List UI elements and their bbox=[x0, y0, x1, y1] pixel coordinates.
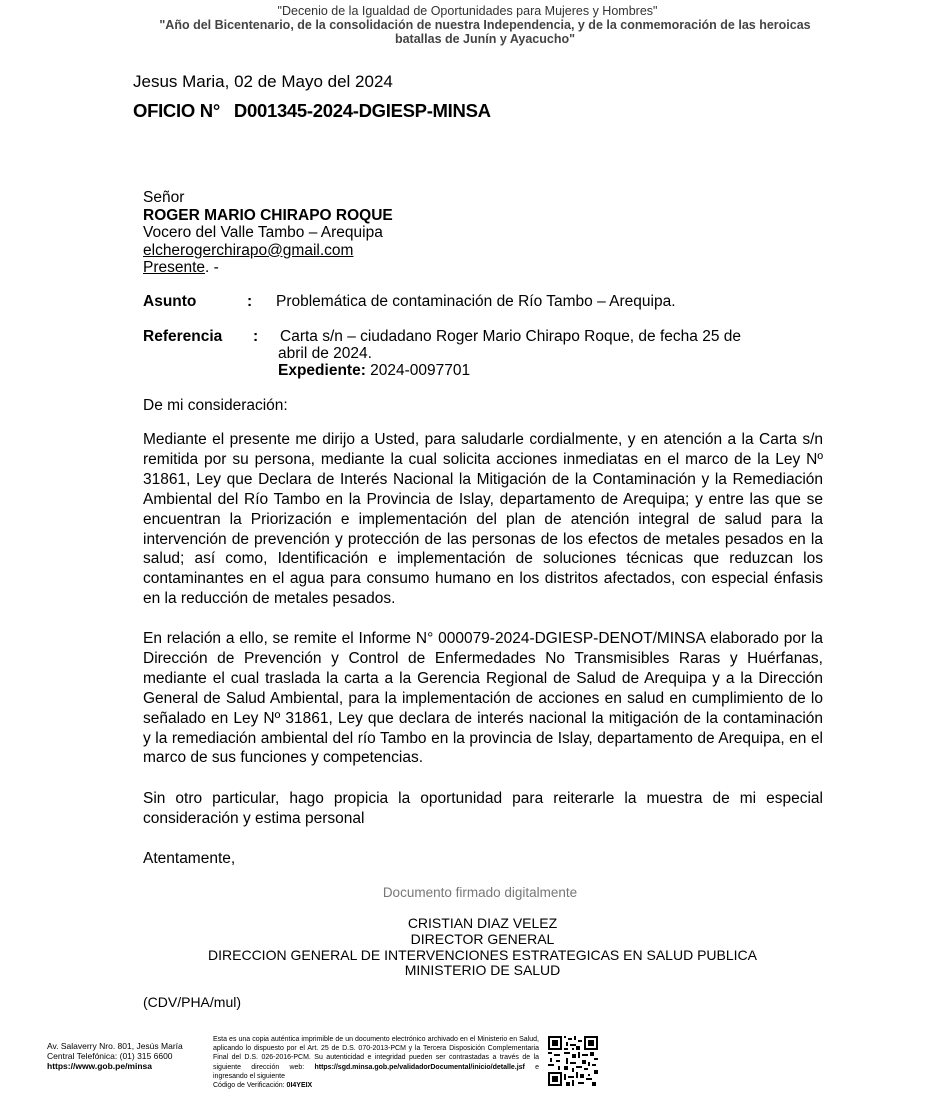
referencia-colon: : bbox=[253, 328, 259, 345]
verification-block bbox=[213, 1035, 539, 1090]
referencia-line2: abril de 2024. bbox=[278, 345, 372, 362]
saludo: De mi consideración: bbox=[143, 397, 288, 414]
paragraph-3: Sin otro particular, hago propicia la oportunidad para reiterarle la muestra de mi especial consideración y estima personal bbox=[143, 790, 823, 827]
signed-digitally-note: Documento firmado digitalmente bbox=[382, 885, 578, 900]
anio-header: "Año del Bicentenario, de la consolidación de nuestra Independencia, y de la conmemoración de las heroicas batallas de Junín y Ayacucho" bbox=[159, 18, 811, 46]
qr-code-icon bbox=[547, 1036, 599, 1086]
asunto-colon: : bbox=[247, 293, 253, 310]
referencia-label: Referencia bbox=[143, 328, 223, 345]
footer-address: Av. Salaverry Nro. 801, Jesús María bbox=[47, 1041, 183, 1051]
despedida: Atentamente, bbox=[143, 850, 236, 867]
signer-name: CRISTIAN DIAZ VELEZ bbox=[407, 915, 558, 931]
recipient-presente bbox=[143, 259, 393, 277]
paragraph-2: En relación a ello, se remite el Informe N° 000079-2024-DGIESP-DENOT/MINSA elaborado por la Dirección de Prevención y Control de Enfermedades No Transmisibles Raras y Huérfanas, mediante el cual traslada la carta a la Gerencia Regional de Salud de Arequipa y a la Dirección General de Salud Ambiental, para la implementación de acciones en salud en cumplimiento de lo señalado en Ley Nº 31861, Ley que declara de interés nacional la mitigación de la contaminación y la remediación ambiental del río Tambo en la provincia de Islay, departamento de Arequipa, en el marco de sus funciones y competencias. bbox=[143, 630, 823, 767]
referencia-line1: Carta s/n – ciudadano Roger Mario Chirapo Roque, de fecha 25 de bbox=[280, 328, 741, 345]
footer-address-block bbox=[47, 1041, 183, 1071]
oficio-label: OFICIO N° bbox=[133, 100, 220, 121]
presente-suffix: . - bbox=[205, 259, 219, 276]
asunto-label: Asunto bbox=[143, 293, 197, 310]
recipient-name: ROGER MARIO CHIRAPO ROQUE bbox=[143, 206, 393, 224]
verification-text: Esta es una copia auténtica imprimible de un documento electrónico archivado en el Ministerio en Salud, aplicando lo dispuesto por el Art. 25 de D.S. 070-2013-PCM y la Tercera Disposición Complementaria Final del D.S. 026-2016-PCM. Su autenticidad e integridad pueden ser contrastadas a través de la siguiente dirección web: bbox=[213, 1036, 539, 1071]
recipient-salutation: Señor bbox=[143, 189, 185, 206]
signer-ministry: MINISTERIO DE SALUD bbox=[404, 962, 561, 979]
signer-department: DIRECCION GENERAL DE INTERVENCIONES ESTRATEGICAS EN SALUD PUBLICA bbox=[208, 946, 757, 963]
footer-phone: Central Telefónica: (01) 315 6600 bbox=[47, 1051, 173, 1061]
asunto-text: Problemática de contaminación de Río Tambo – Arequipa. bbox=[276, 293, 676, 310]
expediente-value: 2024-0097701 bbox=[365, 362, 471, 379]
signature-block bbox=[150, 916, 815, 979]
verification-url-link[interactable]: https://sgd.minsa.gob.pe/validadorDocumental/inicio/detalle.jsf bbox=[314, 1063, 525, 1071]
recipient-email: elcherogerchirapo@gmail.com bbox=[143, 241, 354, 259]
signer-role: DIRECTOR GENERAL bbox=[410, 930, 555, 947]
expediente-label: Expediente: bbox=[278, 362, 366, 379]
oficio-number: D001345-2024-DGIESP-MINSA bbox=[233, 100, 491, 121]
recipient-block bbox=[143, 189, 393, 277]
expediente-line bbox=[278, 362, 470, 380]
verification-code: 0I4YEIX bbox=[286, 1082, 313, 1090]
oficio-title bbox=[133, 100, 491, 122]
decenio-header: "Decenio de la Igualdad de Oportunidades para Mujeres y Hombres" bbox=[277, 4, 658, 18]
paragraph-1: Mediante el presente me dirijo a Usted, para saludarle cordialmente, y en atención a la Carta s/n remitida por su persona, mediante la cual solicita acciones inmediatas en el marco de la Ley Nº 31861, Ley que Declara de Interés Nacional la Mitigación de la Contaminación y la Remediación Ambiental del Río Tambo en la Provincia de Islay, departamento de Arequipa; y entre las que se encuentran la Priorización e implementación del plan de atención integral de salud para la intervención de prevención y protección de las personas de los efectos de metales pesados en la salud; así como, Identificación e implementación de soluciones técnicas que reduzcan los contaminantes en el agua para consumo humano en los distritos afectados, con especial énfasis en la reducción de metales pesados. bbox=[143, 431, 823, 608]
presente-text: Presente bbox=[143, 259, 206, 276]
document-date: Jesus Maria, 02 de Mayo del 2024 bbox=[133, 72, 393, 91]
verification-code-label: Código de Verificación: bbox=[213, 1082, 287, 1090]
recipient-role: Vocero del Valle Tambo – Arequipa bbox=[143, 224, 383, 241]
initials: (CDV/PHA/mul) bbox=[143, 994, 242, 1010]
verification-tail: e ingresando el siguiente bbox=[213, 1063, 539, 1080]
footer-website-link[interactable]: https://www.gob.pe/minsa bbox=[47, 1061, 152, 1071]
